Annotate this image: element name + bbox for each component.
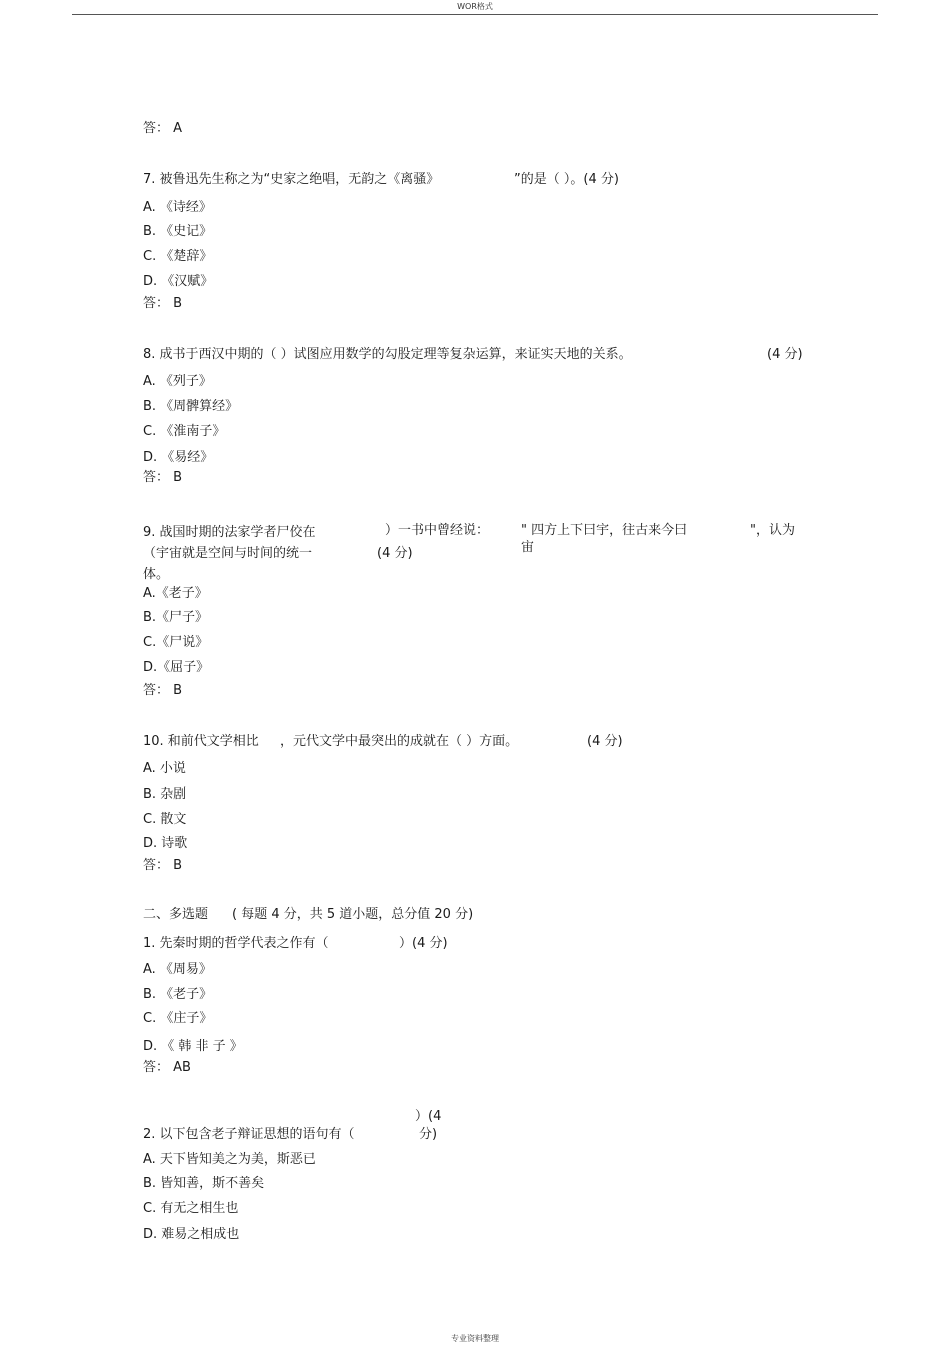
q8-option-d: D. 《易经》 bbox=[143, 450, 214, 465]
q9-stem-part3-wrap: 宙 bbox=[521, 540, 535, 555]
section2-scoring: ( 每题 4 分，共 5 道小题，总分值 20 分) bbox=[232, 907, 474, 922]
q8-stem: 8. 成书于西汉中期的（ ）试图应用数学的勾股定理等复杂运算，来证实天地的关系。 bbox=[143, 347, 632, 362]
q7-stem: 7. 被鲁迅先生称之为“史家之绝唱，无韵之《离骚》 bbox=[143, 172, 440, 187]
m1-score: ）(4 分) bbox=[399, 936, 448, 951]
q7-option-a: A. 《诗经》 bbox=[143, 200, 212, 215]
q8-answer: 答： B bbox=[143, 470, 183, 485]
q9-stem-part4: "，认为 bbox=[750, 523, 795, 538]
q7-option-d: D. 《汉赋》 bbox=[143, 274, 214, 289]
q10-answer: 答： B bbox=[143, 858, 183, 873]
q7-stem-tail: ”的是（ ）。(4 分) bbox=[514, 172, 619, 187]
q9-stem-part6: 体。 bbox=[143, 567, 170, 582]
q9-option-b: B.《尸子》 bbox=[143, 610, 209, 625]
q8-option-a: A. 《列子》 bbox=[143, 374, 212, 389]
m1-answer: 答： AB bbox=[143, 1060, 191, 1075]
q10-option-b: B. 杂剧 bbox=[143, 787, 187, 802]
m1-option-d: D. 《 韩 非 子 》 bbox=[143, 1039, 243, 1054]
page-footer: 专业资料整理 bbox=[451, 1334, 499, 1343]
q6-answer: 答： A bbox=[143, 121, 183, 136]
q10-stem-tail: ，元代文学中最突出的成就在（ ）方面。 bbox=[280, 734, 519, 749]
q7-option-b: B. 《史记》 bbox=[143, 224, 213, 239]
m2-option-c: C. 有无之相生也 bbox=[143, 1201, 239, 1216]
q9-stem-part1: 9. 战国时期的法家学者尸佼在 bbox=[143, 525, 316, 540]
m2-option-b: B. 皆知善，斯不善矣 bbox=[143, 1176, 265, 1191]
q9-score: (4 分) bbox=[377, 546, 413, 561]
q7-option-c: C. 《楚辞》 bbox=[143, 249, 213, 264]
m2-stem: 2. 以下包含老子辩证思想的语句有（ bbox=[143, 1127, 355, 1142]
q10-option-c: C. 散文 bbox=[143, 812, 187, 827]
q7-answer: 答： B bbox=[143, 296, 183, 311]
m2-score-top: ）(4 bbox=[415, 1109, 442, 1124]
q10-option-d: D. 诗歌 bbox=[143, 836, 188, 851]
q9-answer: 答： B bbox=[143, 683, 183, 698]
section2-title: 二、多选题 bbox=[143, 907, 209, 922]
header-rule bbox=[72, 14, 878, 15]
m2-score-bottom: 分) bbox=[419, 1127, 438, 1142]
q8-option-b: B. 《周髀算经》 bbox=[143, 399, 239, 414]
q9-option-c: C.《尸说》 bbox=[143, 635, 209, 650]
m2-option-d: D. 难易之相成也 bbox=[143, 1227, 240, 1242]
m2-option-a: A. 天下皆知美之为美，斯恶已 bbox=[143, 1152, 316, 1167]
m1-option-c: C. 《庄子》 bbox=[143, 1011, 213, 1026]
q10-stem: 10. 和前代文学相比 bbox=[143, 734, 259, 749]
q9-stem-part5: （宇宙就是空间与时间的统一 bbox=[143, 546, 313, 561]
m1-stem: 1. 先秦时期的哲学代表之作有（ bbox=[143, 936, 329, 951]
q10-score: (4 分) bbox=[587, 734, 623, 749]
m1-option-b: B. 《老子》 bbox=[143, 987, 213, 1002]
q8-score: (4 分) bbox=[767, 347, 803, 362]
m1-option-a: A. 《周易》 bbox=[143, 962, 212, 977]
q9-option-d: D.《屈子》 bbox=[143, 660, 210, 675]
q9-stem-part3: " 四方上下曰宇，往古来今曰 bbox=[521, 523, 688, 538]
q9-option-a: A.《老子》 bbox=[143, 586, 208, 601]
q8-option-c: C. 《淮南子》 bbox=[143, 424, 226, 439]
q10-option-a: A. 小说 bbox=[143, 761, 186, 776]
q9-stem-part2: ）一书中曾经说： bbox=[385, 523, 490, 538]
page-header: WOR格式 bbox=[457, 2, 493, 11]
